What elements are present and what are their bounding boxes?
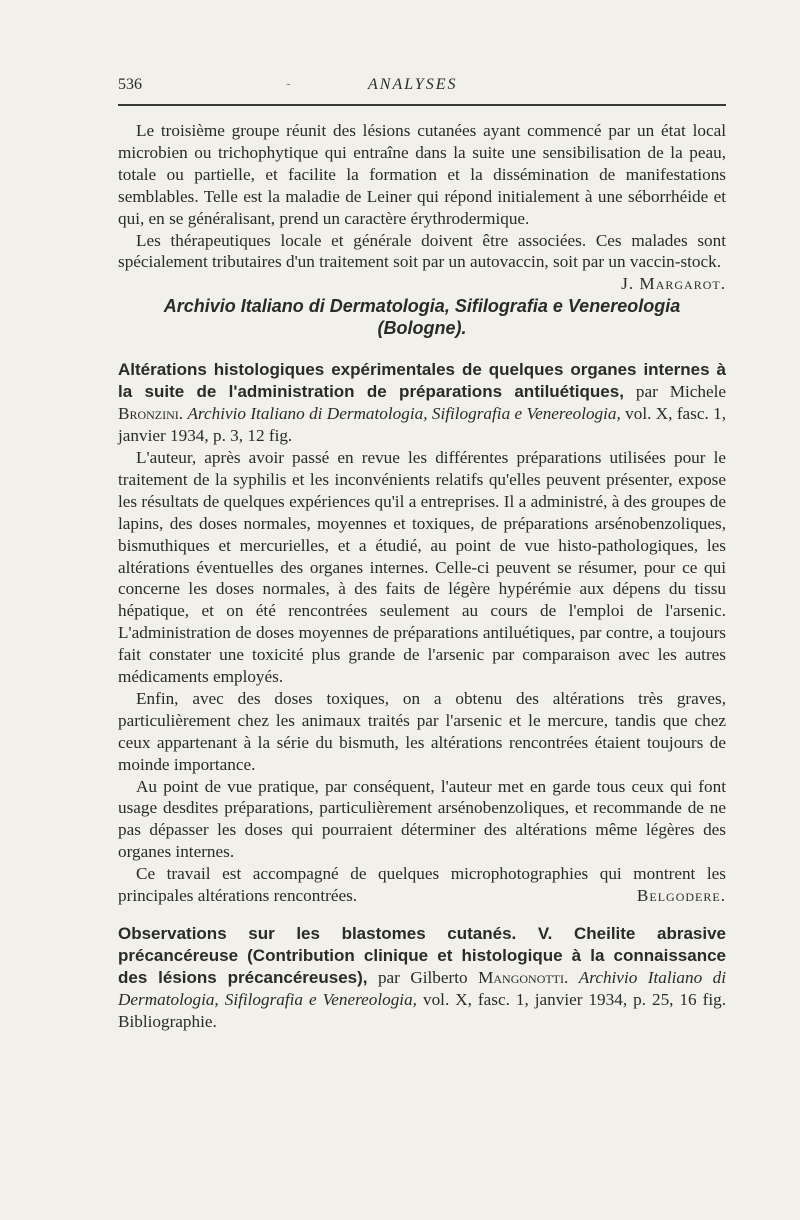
article-by: par Gilberto xyxy=(377,967,468,987)
article-journal: Archivio Italiano di Dermatologia, Sifilografia e Venereologia, xyxy=(118,967,727,1009)
article-paragraph: Au point de vue pratique, par conséquent, l'auteur met en garde tous ceux qui font usage desdites préparations, particulièrement arsénobenzoliques, et recommande de ne pas dépasser les doses qui pourraient déterminer des altérations même légères des organes internes. xyxy=(118,776,726,862)
article-by: par Michele xyxy=(635,382,727,402)
article-heading xyxy=(118,359,726,447)
header-dash: - xyxy=(286,76,291,92)
intro-paragraph: Le troisième groupe réunit des lésions cutanées ayant commencé par un état local microbien ou trichophytique qui entraîne dans la suite une sensibilisation de la peau, totale ou partielle, et facilite la formation et la dissémination de manifestations semblables. Telle est la maladie de Leiner qui répond initialement à une séborrhéide et qui, en se généralisant, prend un caractère érythrodermique. xyxy=(118,121,726,228)
article-paragraph: L'auteur, après avoir passé en revue les différentes préparations utilisées pour le traitement de la syphilis et les inconvénients relatifs qu'elles peuvent présenter, expose les résultats de quelques expériences qu'il a entreprises. Il a administré, à des groupes de lapins, des doses normales, moyennes et toxiques, de préparations arsénobenzoliques, bismuthiques et mercurielles, et a étudié, au point de vue histo-pathologiques, les altérations éventuelles des organes internes. Celle-ci peuvent se résumer, pour ce qui concerne les doses normales, à des faits de légère hypérémie aux dépens du tissu hépatique, et on été rencontrées seulement au cours de l'emploi de l'arsenic. L'administration de doses moyennes de préparations antiluétiques, par contre, a toujours fait constater une toxicité plus grande de l'arsenic par comparaison avec les autres médicaments employés. xyxy=(118,447,726,687)
article-author: Mangonotti. xyxy=(478,967,569,987)
running-title: ANALYSES xyxy=(368,76,458,93)
journal-title xyxy=(118,295,726,339)
article-paragraph xyxy=(118,863,726,907)
article-paragraph: Enfin, avec des doses toxiques, on a obtenu des altérations très graves, particulièrement chez les animaux traités par l'arsenic et le mercure, tandis que chez ceux appartenant à la série du bismuth, les altérations rencontrées étaient toujours de moinde importance. xyxy=(118,688,726,774)
article-heading xyxy=(118,923,726,1033)
article-author: Bronzini. xyxy=(118,404,184,424)
signature: J. Margarot. xyxy=(621,274,726,294)
article-title: Altérations histologiques expérimentales de quelques organes internes à la suite de l'administration de préparations antiluétiques, xyxy=(118,360,726,402)
article-journal: Archivio Italiano di Dermatologia, Sifilografia e Venereologia, xyxy=(187,404,621,424)
page-number: 536 xyxy=(118,76,142,93)
signature: Belgodere. xyxy=(636,886,726,906)
intro-paragraph xyxy=(118,230,726,294)
intro-text: Les thérapeutiques locale et générale doivent être associées. Ces malades sont spécialement tributaires d'un traitement soit par un autovaccin, soit par un vaccin-stock. xyxy=(118,230,726,272)
article-reference: vol. X, fasc. 1, janvier 1934, p. 3, 12 fig. xyxy=(118,404,727,446)
journal-title-city: (Bologne). xyxy=(377,318,467,339)
article-reference: vol. X, fasc. 1, janvier 1934, p. 25, 16 fig. Bibliographie. xyxy=(118,989,727,1031)
header-rule xyxy=(118,104,726,106)
article-title: Observations sur les blastomes cutanés. V. Cheilite abrasive précancéreuse (Contribution clinique et histologique à la connaissance des lésions précancéreuses), xyxy=(118,924,726,987)
page-body xyxy=(118,120,726,1033)
journal-title-line: Archivio Italiano di Dermatologia, Sifilografia e Venereologia xyxy=(163,296,681,317)
article-text: Ce travail est accompagné de quelques microphotographies qui montrent les principales altérations rencontrées. xyxy=(118,864,726,906)
page-header xyxy=(118,74,726,104)
